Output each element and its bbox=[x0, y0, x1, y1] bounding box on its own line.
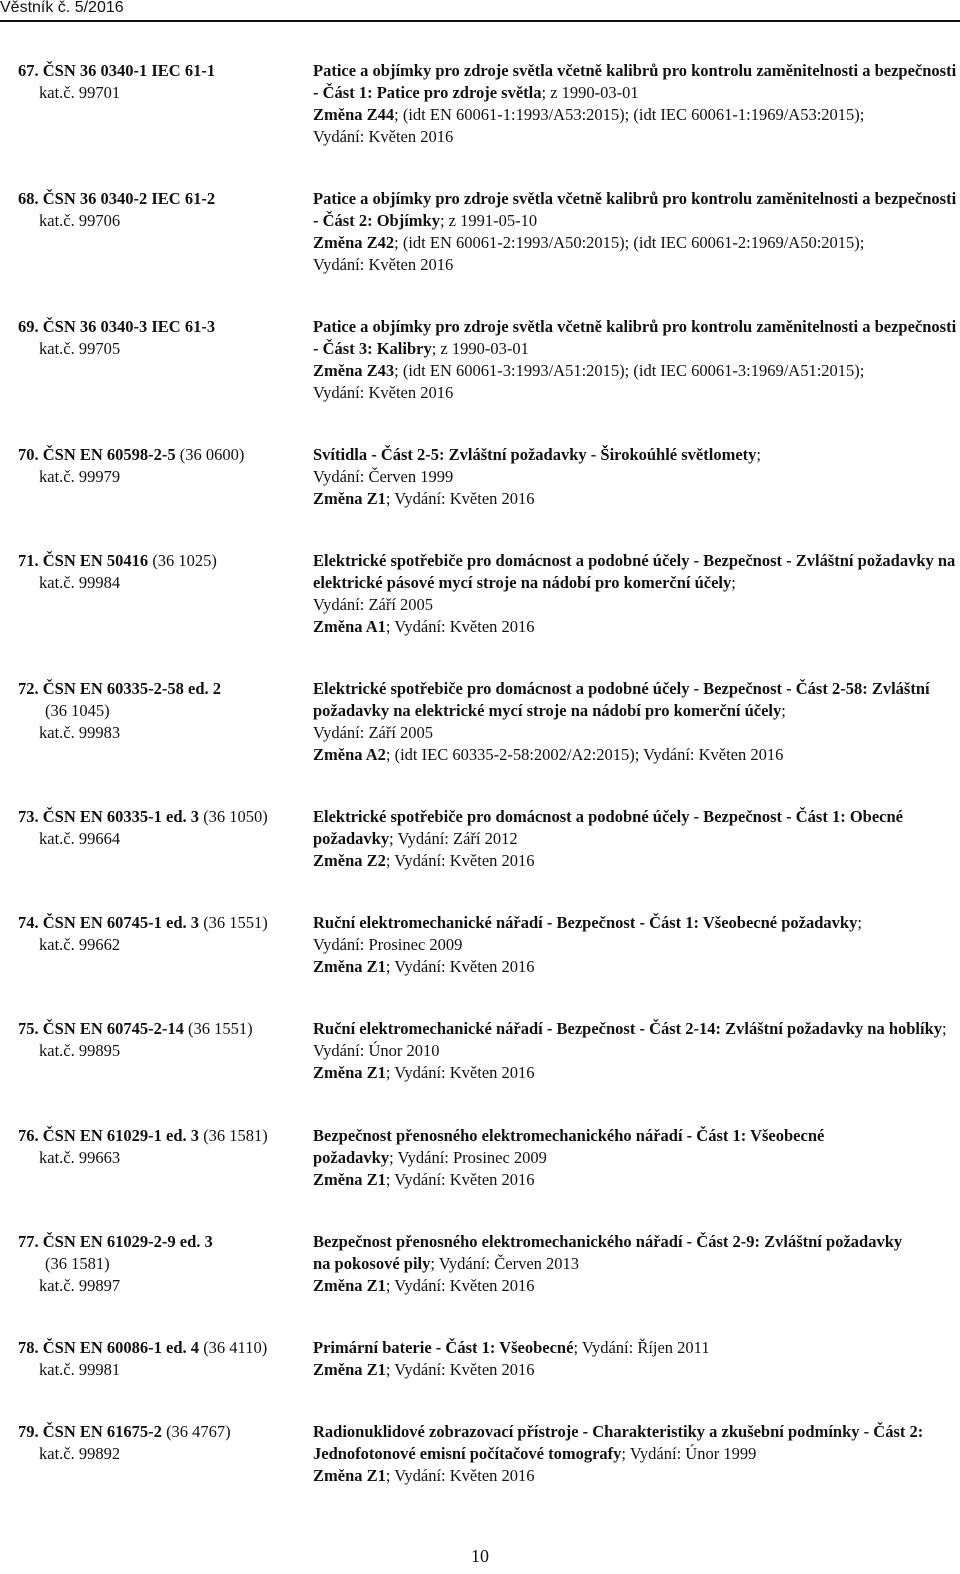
original-issue: Vydání: Říjen 2011 bbox=[581, 1338, 710, 1357]
class-number: (36 1050) bbox=[199, 807, 268, 826]
original-issue: Vydání: Prosinec 2009 bbox=[313, 935, 463, 954]
change-label: Změna Z1 bbox=[313, 489, 386, 508]
standard-code: ČSN EN 60745-2-14 bbox=[42, 1019, 184, 1038]
standard-title: Svítidla - Část 2-5: Zvláštní požadavky - Širokoúhlé světlomety bbox=[313, 445, 757, 464]
issue-date: Vydání: Květen 2016 bbox=[313, 127, 454, 146]
original-issue: Vydání: Prosinec 2009 bbox=[397, 1148, 547, 1167]
entry-description bbox=[313, 188, 958, 276]
entry-description: Elektrické spotřebiče pro domácnost a podobné účely - Bezpečnost - Část 1: Obecné požadavky; Vydání: Září 2012 Změna Z2; Vydání: Květen 2016 bbox=[313, 807, 903, 870]
entry-identifier bbox=[18, 1125, 308, 1169]
original-date: ; z 1990-03-01 bbox=[541, 83, 639, 102]
issue-date: Vydání: Květen 2016 bbox=[313, 255, 454, 274]
journal-header bbox=[0, 0, 124, 20]
standard-title: Elektrické spotřebiče pro domácnost a podobné účely - Bezpečnost - Část 1: Obecné požadavky bbox=[313, 807, 903, 848]
issue-date: Vydání: Květen 2016 bbox=[313, 383, 454, 402]
class-number: (36 1551) bbox=[183, 1019, 253, 1038]
original-issue: Vydání: Únor 1999 bbox=[629, 1444, 757, 1463]
standard-code: ČSN 36 0340-3 IEC 61-3 bbox=[42, 317, 216, 336]
entry-identifier bbox=[18, 550, 308, 594]
entry-number: 77. bbox=[18, 1232, 39, 1251]
catalog-number: kat.č. 99895 bbox=[39, 1041, 121, 1060]
change-label: Změna Z43 bbox=[313, 361, 395, 380]
change-detail: ; (idt EN 60061-3:1993/A51:2015); (idt IEC 60061-3:1969/A51:2015); bbox=[394, 361, 865, 380]
entry-identifier bbox=[18, 444, 308, 488]
entry-description: Elektrické spotřebiče pro domácnost a podobné účely - Bezpečnost - Část 2-58: Zvláštní požadavky na elektrické mycí stroje na nádobí pro komerční účely; Vydání: Září 2005 Změna A2; (idt IEC 60335-2-58:2002/A2:2015); Vydání: Květen 2016 bbox=[313, 678, 958, 766]
standard-title: Radionuklidové zobrazovací přístroje - Charakteristiky a zkušební podmínky - Část 2: Jednofotonové emisní počítačové tomografy bbox=[313, 1422, 924, 1463]
entry-description: Radionuklidové zobrazovací přístroje - Charakteristiky a zkušební podmínky - Část 2: Jednofotonové emisní počítačové tomografy; Vydání: Únor 1999 Změna Z1; Vydání: Květen 2016 bbox=[313, 1422, 924, 1485]
standard-title: Elektrické spotřebiče pro domácnost a podobné účely - Bezpečnost - Zvláštní požadavky na elektrické pásové mycí stroje na nádobí pro komerční účely bbox=[313, 551, 956, 592]
change-issue: ; Vydání: Květen 2016 bbox=[385, 489, 535, 508]
entry-number: 71. bbox=[18, 551, 39, 570]
entry-description: Bezpečnost přenosného elektromechanického nářadí - Část 1: Všeobecné požadavky; Vydání: Prosinec 2009 Změna Z1; Vydání: Květen 2016 bbox=[313, 1126, 825, 1189]
original-date: ; z 1990-03-01 bbox=[431, 339, 529, 358]
catalog-number: kat.č. 99897 bbox=[39, 1276, 121, 1295]
entry-identifier bbox=[18, 1421, 308, 1465]
change-issue: ; Vydání: Květen 2016 bbox=[385, 1063, 535, 1082]
entry-number: 67. bbox=[18, 61, 39, 80]
standard-code: ČSN 36 0340-1 IEC 61-1 bbox=[42, 61, 216, 80]
change-issue: ; (idt IEC 60335-2-58:2002/A2:2015); Vydání: Květen 2016 bbox=[385, 745, 784, 764]
entry-number: 70. bbox=[18, 445, 39, 464]
class-number: (36 1045) bbox=[45, 701, 110, 720]
standard-title: Patice a objímky pro zdroje světla včetně kalibrů pro kontrolu zaměnitelnosti a bezpečnosti - Část 2: Objímky bbox=[313, 189, 957, 230]
change-issue: ; Vydání: Květen 2016 bbox=[385, 1466, 535, 1485]
standard-code: ČSN EN 61029-2-9 ed. 3 bbox=[42, 1232, 213, 1251]
entry-number: 69. bbox=[18, 317, 39, 336]
change-label: Změna Z1 bbox=[313, 1360, 386, 1379]
page-number: 10 bbox=[471, 1546, 489, 1566]
class-number: (36 1581) bbox=[199, 1126, 268, 1145]
entry-number: 75. bbox=[18, 1019, 39, 1038]
standard-title: Elektrické spotřebiče pro domácnost a podobné účely - Bezpečnost - Část 2-58: Zvláštní požadavky na elektrické mycí stroje na nádobí pro komerční účely bbox=[313, 679, 930, 720]
entry-description bbox=[313, 60, 958, 148]
class-number: (36 1581) bbox=[45, 1254, 110, 1273]
catalog-number: kat.č. 99983 bbox=[39, 723, 121, 742]
standard-title: Ruční elektromechanické nářadí - Bezpečnost - Část 1: Všeobecné požadavky bbox=[313, 913, 858, 932]
header-rule bbox=[0, 20, 960, 22]
entry-number: 72. bbox=[18, 679, 39, 698]
entry-identifier bbox=[18, 188, 308, 232]
entry-identifier bbox=[18, 1231, 308, 1297]
entry-description: Elektrické spotřebiče pro domácnost a podobné účely - Bezpečnost - Zvláštní požadavky na elektrické pásové mycí stroje na nádobí pro komerční účely; Vydání: Září 2005 Změna A1; Vydání: Květen 2016 bbox=[313, 550, 958, 638]
standard-title: Bezpečnost přenosného elektromechanického nářadí - Část 2-9: Zvláštní požadavky na pokosové pily bbox=[313, 1232, 903, 1273]
entry-number: 78. bbox=[18, 1338, 39, 1357]
change-detail: ; (idt EN 60061-1:1993/A53:2015); (idt IEC 60061-1:1969/A53:2015); bbox=[394, 105, 865, 124]
standard-title: Patice a objímky pro zdroje světla včetně kalibrů pro kontrolu zaměnitelnosti a bezpečnosti - Část 3: Kalibry bbox=[313, 317, 957, 358]
entry-description: Svítidla - Část 2-5: Zvláštní požadavky - Širokoúhlé světlomety; Vydání: Červen 1999 Změna Z1; Vydání: Květen 2016 bbox=[313, 444, 958, 510]
standard-code: ČSN EN 60598-2-5 bbox=[42, 445, 176, 464]
standard-title: Ruční elektromechanické nářadí - Bezpečnost - Část 2-14: Zvláštní požadavky na hoblíky bbox=[313, 1019, 943, 1038]
change-issue: ; Vydání: Květen 2016 bbox=[385, 851, 535, 870]
change-label: Změna A2 bbox=[313, 745, 386, 764]
entry-number: 79. bbox=[18, 1422, 39, 1441]
entry-description bbox=[313, 316, 958, 404]
original-date: ; z 1991-05-10 bbox=[439, 211, 538, 230]
catalog-number: kat.č. 99981 bbox=[39, 1360, 121, 1379]
class-number: (36 0600) bbox=[175, 445, 245, 464]
class-number: (36 4110) bbox=[199, 1338, 268, 1357]
standard-code: ČSN EN 61029-1 ed. 3 bbox=[42, 1126, 200, 1145]
standard-title: Bezpečnost přenosného elektromechanického nářadí - Část 1: Všeobecné požadavky bbox=[313, 1126, 825, 1167]
change-issue: ; Vydání: Květen 2016 bbox=[385, 1276, 535, 1295]
catalog-number: kat.č. 99892 bbox=[39, 1444, 121, 1463]
change-label: Změna Z1 bbox=[313, 957, 386, 976]
standard-code: ČSN EN 61675-2 bbox=[42, 1422, 162, 1441]
catalog-number: kat.č. 99701 bbox=[39, 83, 121, 102]
change-label: Změna Z1 bbox=[313, 1170, 386, 1189]
original-issue: Vydání: Září 2005 bbox=[313, 723, 434, 742]
entry-identifier bbox=[18, 1018, 308, 1062]
entry-description: Ruční elektromechanické nářadí - Bezpečnost - Část 1: Všeobecné požadavky; Vydání: Prosinec 2009 Změna Z1; Vydání: Květen 2016 bbox=[313, 912, 958, 978]
entry-description: Ruční elektromechanické nářadí - Bezpečnost - Část 2-14: Zvláštní požadavky na hoblíky; Vydání: Únor 2010 Změna Z1; Vydání: Květen 2016 bbox=[313, 1019, 947, 1082]
entry-number: 76. bbox=[18, 1126, 39, 1145]
change-label: Změna Z1 bbox=[313, 1466, 386, 1485]
original-issue: Vydání: Červen 1999 bbox=[313, 467, 454, 486]
catalog-number: kat.č. 99705 bbox=[39, 339, 121, 358]
change-label: Změna Z1 bbox=[313, 1063, 386, 1082]
original-issue: Vydání: Únor 2010 bbox=[313, 1041, 440, 1060]
standard-code: ČSN EN 60335-1 ed. 3 bbox=[42, 807, 200, 826]
journal-title: Věstník č. 5/2016 bbox=[0, 0, 124, 16]
catalog-number: kat.č. 99663 bbox=[39, 1148, 121, 1167]
entry-identifier bbox=[18, 912, 308, 956]
standard-code: ČSN 36 0340-2 IEC 61-2 bbox=[42, 189, 216, 208]
standard-code: ČSN EN 60086-1 ed. 4 bbox=[42, 1338, 200, 1357]
class-number: (36 1551) bbox=[199, 913, 268, 932]
entry-description: Bezpečnost přenosného elektromechanického nářadí - Část 2-9: Zvláštní požadavky na pokosové pily; Vydání: Červen 2013 Změna Z1; Vydání: Květen 2016 bbox=[313, 1232, 903, 1295]
catalog-number: kat.č. 99979 bbox=[39, 467, 121, 486]
change-issue: ; Vydání: Květen 2016 bbox=[385, 1170, 535, 1189]
standard-title: Primární baterie - Část 1: Všeobecné bbox=[313, 1338, 574, 1357]
original-issue: Vydání: Září 2005 bbox=[313, 595, 434, 614]
change-issue: ; Vydání: Květen 2016 bbox=[385, 617, 535, 636]
change-detail: ; (idt EN 60061-2:1993/A50:2015); (idt IEC 60061-2:1969/A50:2015); bbox=[394, 233, 865, 252]
catalog-number: kat.č. 99664 bbox=[39, 829, 121, 848]
class-number: (36 1025) bbox=[148, 551, 217, 570]
entry-identifier bbox=[18, 806, 308, 850]
entry-number: 68. bbox=[18, 189, 39, 208]
catalog-number: kat.č. 99706 bbox=[39, 211, 121, 230]
change-issue: ; Vydání: Květen 2016 bbox=[385, 957, 535, 976]
entry-number: 74. bbox=[18, 913, 39, 932]
entry-identifier bbox=[18, 60, 308, 104]
change-label: Změna Z42 bbox=[313, 233, 395, 252]
standard-title: Patice a objímky pro zdroje světla včetně kalibrů pro kontrolu zaměnitelnosti a bezpečnosti - Část 1: Patice pro zdroje světla bbox=[313, 61, 957, 102]
standard-code: ČSN EN 50416 bbox=[42, 551, 149, 570]
class-number: (36 4767) bbox=[161, 1422, 231, 1441]
change-issue: ; Vydání: Květen 2016 bbox=[385, 1360, 535, 1379]
entry-identifier bbox=[18, 678, 308, 744]
standard-code: ČSN EN 60335-2-58 ed. 2 bbox=[42, 679, 222, 698]
change-label: Změna Z44 bbox=[313, 105, 395, 124]
catalog-number: kat.č. 99662 bbox=[39, 935, 121, 954]
catalog-number: kat.č. 99984 bbox=[39, 573, 121, 592]
change-label: Změna A1 bbox=[313, 617, 386, 636]
entry-identifier bbox=[18, 1337, 308, 1381]
entry-number: 73. bbox=[18, 807, 39, 826]
change-label: Změna Z2 bbox=[313, 851, 386, 870]
standard-code: ČSN EN 60745-1 ed. 3 bbox=[42, 913, 200, 932]
original-issue: Vydání: Září 2012 bbox=[397, 829, 518, 848]
entry-identifier bbox=[18, 316, 308, 360]
change-label: Změna Z1 bbox=[313, 1276, 386, 1295]
original-issue: Vydání: Červen 2013 bbox=[438, 1254, 580, 1273]
entry-description: Primární baterie - Část 1: Všeobecné; Vydání: Říjen 2011 Změna Z1; Vydání: Květen 2016 bbox=[313, 1338, 710, 1379]
